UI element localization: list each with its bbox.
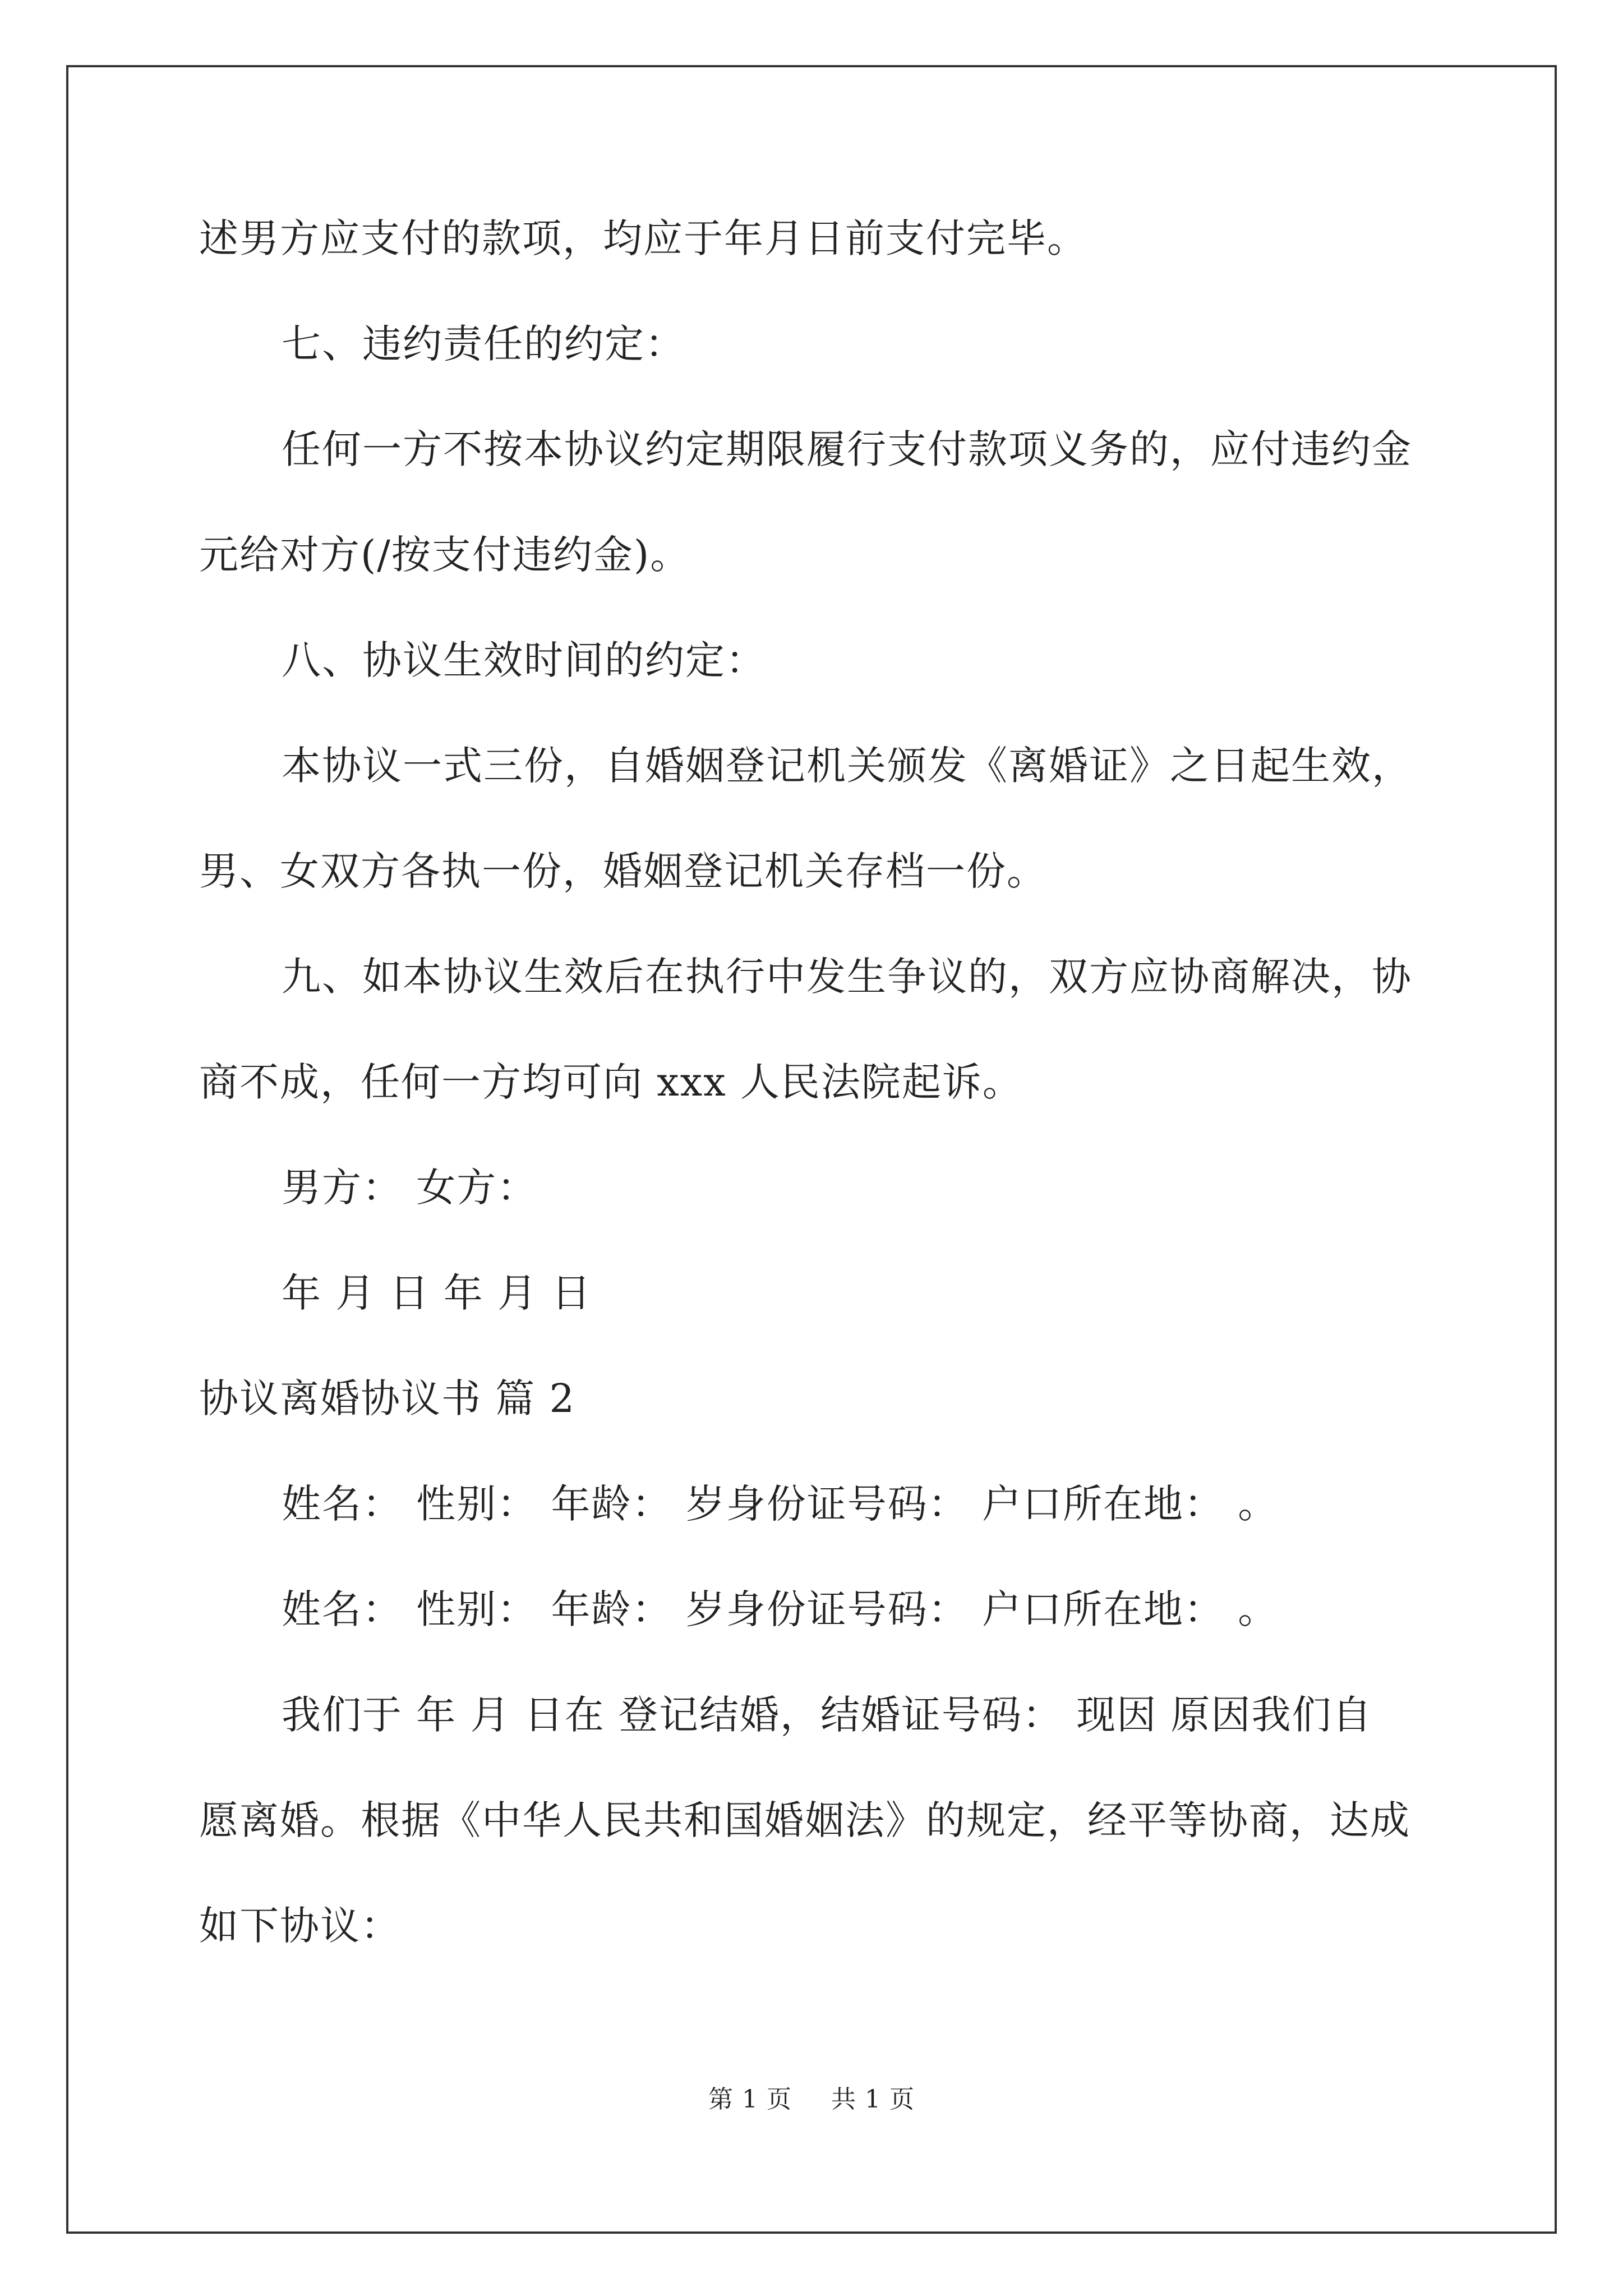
personal-info-line: 姓名： 性别： 年龄： 岁身份证号码： 户口所在地： 。 xyxy=(282,1481,1279,1527)
paragraph-line: 任何一方不按本协议约定期限履行支付款项义务的，应付违约金 xyxy=(282,426,1412,472)
paragraph-line: 述男方应支付的款项，均应于年月日前支付完毕。 xyxy=(199,215,1087,261)
section-heading: 八、协议生效时间的约定： xyxy=(282,637,766,683)
paragraph-line: 元给对方(/按支付违约金)。 xyxy=(199,532,691,578)
paragraph-line: 我们于 年 月 日在 登记结婚，结婚证号码： 现因 原因我们自 xyxy=(282,1692,1373,1738)
paragraph-line: 九、如本协议生效后在执行中发生争议的，双方应协商解决，协 xyxy=(282,954,1412,1000)
page-total: 共 1 页 xyxy=(831,2085,915,2114)
paragraph-line: 男、女双方各执一份，婚姻登记机关存档一份。 xyxy=(199,848,1047,894)
signature-line: 男方： 女方： xyxy=(282,1165,538,1211)
document-section-title: 协议离婚协议书 篇 2 xyxy=(199,1375,576,1421)
page-footer xyxy=(0,2084,1623,2115)
paragraph-line: 愿离婚。根据《中华人民共和国婚姻法》的规定，经平等协商，达成 xyxy=(199,1797,1410,1843)
personal-info-line: 姓名： 性别： 年龄： 岁身份证号码： 户口所在地： 。 xyxy=(282,1586,1279,1632)
date-line: 年 月 日 年 月 日 xyxy=(282,1270,592,1316)
paragraph-line: 如下协议： xyxy=(199,1903,401,1949)
paragraph-line: 本协议一式三份，自婚姻登记机关颁发《离婚证》之日起生效， xyxy=(282,743,1412,789)
section-heading: 七、违约责任的约定： xyxy=(282,321,685,367)
page-number: 第 1 页 xyxy=(708,2085,792,2114)
paragraph-line: 商不成，任何一方均可向 xxx 人民法院起诉。 xyxy=(199,1059,1023,1105)
